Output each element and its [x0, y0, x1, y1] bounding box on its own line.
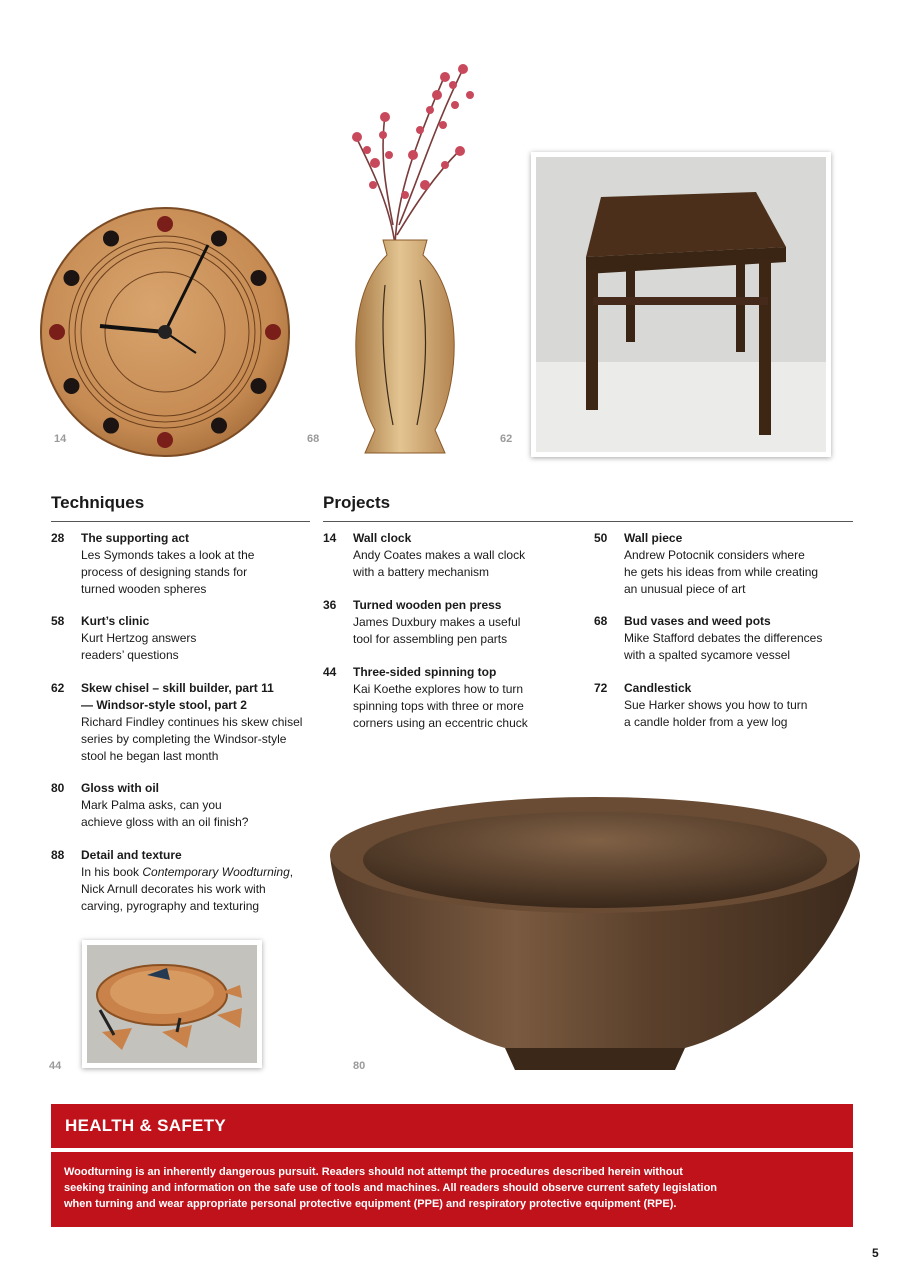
entry-title: Kurt’s clinic [81, 614, 150, 628]
entry-description-line: Sue Harker shows you how to turn [624, 698, 808, 712]
health-safety-panel [51, 1152, 853, 1227]
entry-description-line: stool he began last month [81, 749, 219, 763]
entry-title-continued: — Windsor-style stool, part 2 [81, 698, 247, 712]
entry-page-number: 62 [51, 681, 65, 695]
page-number: 5 [872, 1246, 879, 1260]
health-safety-line: seeking training and information on the safe use of tools and machines. All readers should observe current safety legislation [64, 1182, 718, 1194]
entry-description-line: achieve gloss with an oil finish? [81, 815, 249, 829]
health-safety-text [64, 1164, 844, 1212]
clock-stud [211, 418, 227, 434]
entry-page-number: 28 [51, 531, 65, 545]
clock-stud [251, 270, 267, 286]
health-safety-line: when turning and wear appropriate personal protective equipment (PPE) and respiratory protective equipment (RPE). [64, 1198, 677, 1210]
entry-description-line: turned wooden spheres [81, 582, 207, 596]
techniques-rule [51, 521, 310, 522]
entry-description-line: Andrew Potocnik considers where [624, 548, 805, 562]
clock-stud [103, 230, 119, 246]
entry-page-number: 88 [51, 848, 65, 862]
photo-number-clock: 14 [54, 433, 67, 445]
clock-stud [49, 324, 65, 340]
entry-description-line: with a battery mechanism [353, 565, 490, 579]
entry-description-line: Kurt Hertzog answers [81, 631, 197, 645]
entry-description-line: an unusual piece of art [624, 582, 746, 596]
entry-page-number: 36 [323, 598, 337, 612]
wall-clock-photo [38, 205, 293, 460]
windsor-stool-photo [531, 152, 831, 457]
entry-description-line: a candle holder from a yew log [624, 715, 788, 729]
entry-title: Wall piece [624, 531, 683, 545]
photo-number-vase: 68 [307, 433, 320, 445]
entry-page-number: 80 [51, 781, 65, 795]
entry-page-number: 72 [594, 681, 608, 695]
entry-description-line: Kai Koethe explores how to turn [353, 682, 524, 696]
entry-title: Gloss with oil [81, 781, 160, 795]
stool-photo-frame [531, 152, 831, 457]
clock-stud [157, 216, 173, 232]
entry-description-text: In his book [81, 865, 143, 879]
health-safety-line: Woodturning is an inherently dangerous pursuit. Readers should not attempt the procedures described herein without [64, 1166, 683, 1178]
entry-description-line: with a spalted sycamore vessel [624, 648, 791, 662]
entry-description-line: he gets his ideas from while creating [624, 565, 819, 579]
entry-description-line: Mark Palma asks, can you [81, 798, 222, 812]
entry-title: The supporting act [81, 531, 189, 545]
entry-description-line: corners using an eccentric chuck [353, 716, 528, 730]
spinning-tops-photo-frame [82, 940, 262, 1068]
clock-stud [265, 324, 281, 340]
entry-title: Bud vases and weed pots [624, 614, 771, 628]
entry-description-line: Les Symonds takes a look at the [81, 548, 255, 562]
entry-title: Candlestick [624, 681, 692, 695]
clock-stud [63, 270, 79, 286]
entry-title: Skew chisel – skill builder, part 11 [81, 681, 274, 695]
entry-description-line: Nick Arnull decorates his work with [81, 882, 266, 896]
entry-title: Wall clock [353, 531, 412, 545]
entry-description-line: readers’ questions [81, 648, 179, 662]
health-safety-banner [51, 1104, 853, 1148]
bud-vase-photo [325, 55, 485, 465]
health-safety-title: HEALTH & SAFETY [65, 1116, 226, 1135]
entry-page-number: 50 [594, 531, 608, 545]
entry-title: Detail and texture [81, 848, 182, 862]
photo-number-stool: 62 [500, 433, 513, 445]
entry-page-number: 14 [323, 531, 337, 545]
entry-page-number: 44 [323, 665, 337, 679]
bowl-photo [325, 790, 865, 1100]
clock-stud [157, 432, 173, 448]
entry-description-line: James Duxbury makes a useful [353, 615, 521, 629]
entry-description-line: carving, pyrography and texturing [81, 899, 260, 913]
clock-stud [251, 378, 267, 394]
entry-description-line: series by completing the Windsor-style [81, 732, 287, 746]
entry-page-number: 68 [594, 614, 608, 628]
entry-description-line: tool for assembling pen parts [353, 632, 508, 646]
entry-description-line: Richard Findley continues his skew chisel [81, 715, 303, 729]
entry-description-text: , [289, 865, 294, 879]
entry-description-line: Andy Coates makes a wall clock [353, 548, 526, 562]
projects-rule [323, 521, 853, 522]
entry-title: Turned wooden pen press [353, 598, 502, 612]
spinning-tops-photo [82, 940, 262, 1068]
clock-stud [63, 378, 79, 394]
clock-stud [103, 418, 119, 434]
book-title: Contemporary Woodturning [142, 865, 290, 879]
entry-description-line [81, 864, 293, 881]
entry-description-line: Mike Stafford debates the differences [624, 631, 823, 645]
entry-title: Three-sided spinning top [353, 665, 497, 679]
photo-number-tops: 44 [49, 1060, 62, 1072]
entry-description-line: spinning tops with three or more [353, 699, 524, 713]
projects-heading: Projects [323, 493, 391, 512]
techniques-heading: Techniques [51, 493, 145, 512]
entry-description-line: process of designing stands for [81, 565, 248, 579]
clock-stud [211, 230, 227, 246]
entry-page-number: 58 [51, 614, 65, 628]
photo-number-bowl: 80 [353, 1060, 366, 1072]
